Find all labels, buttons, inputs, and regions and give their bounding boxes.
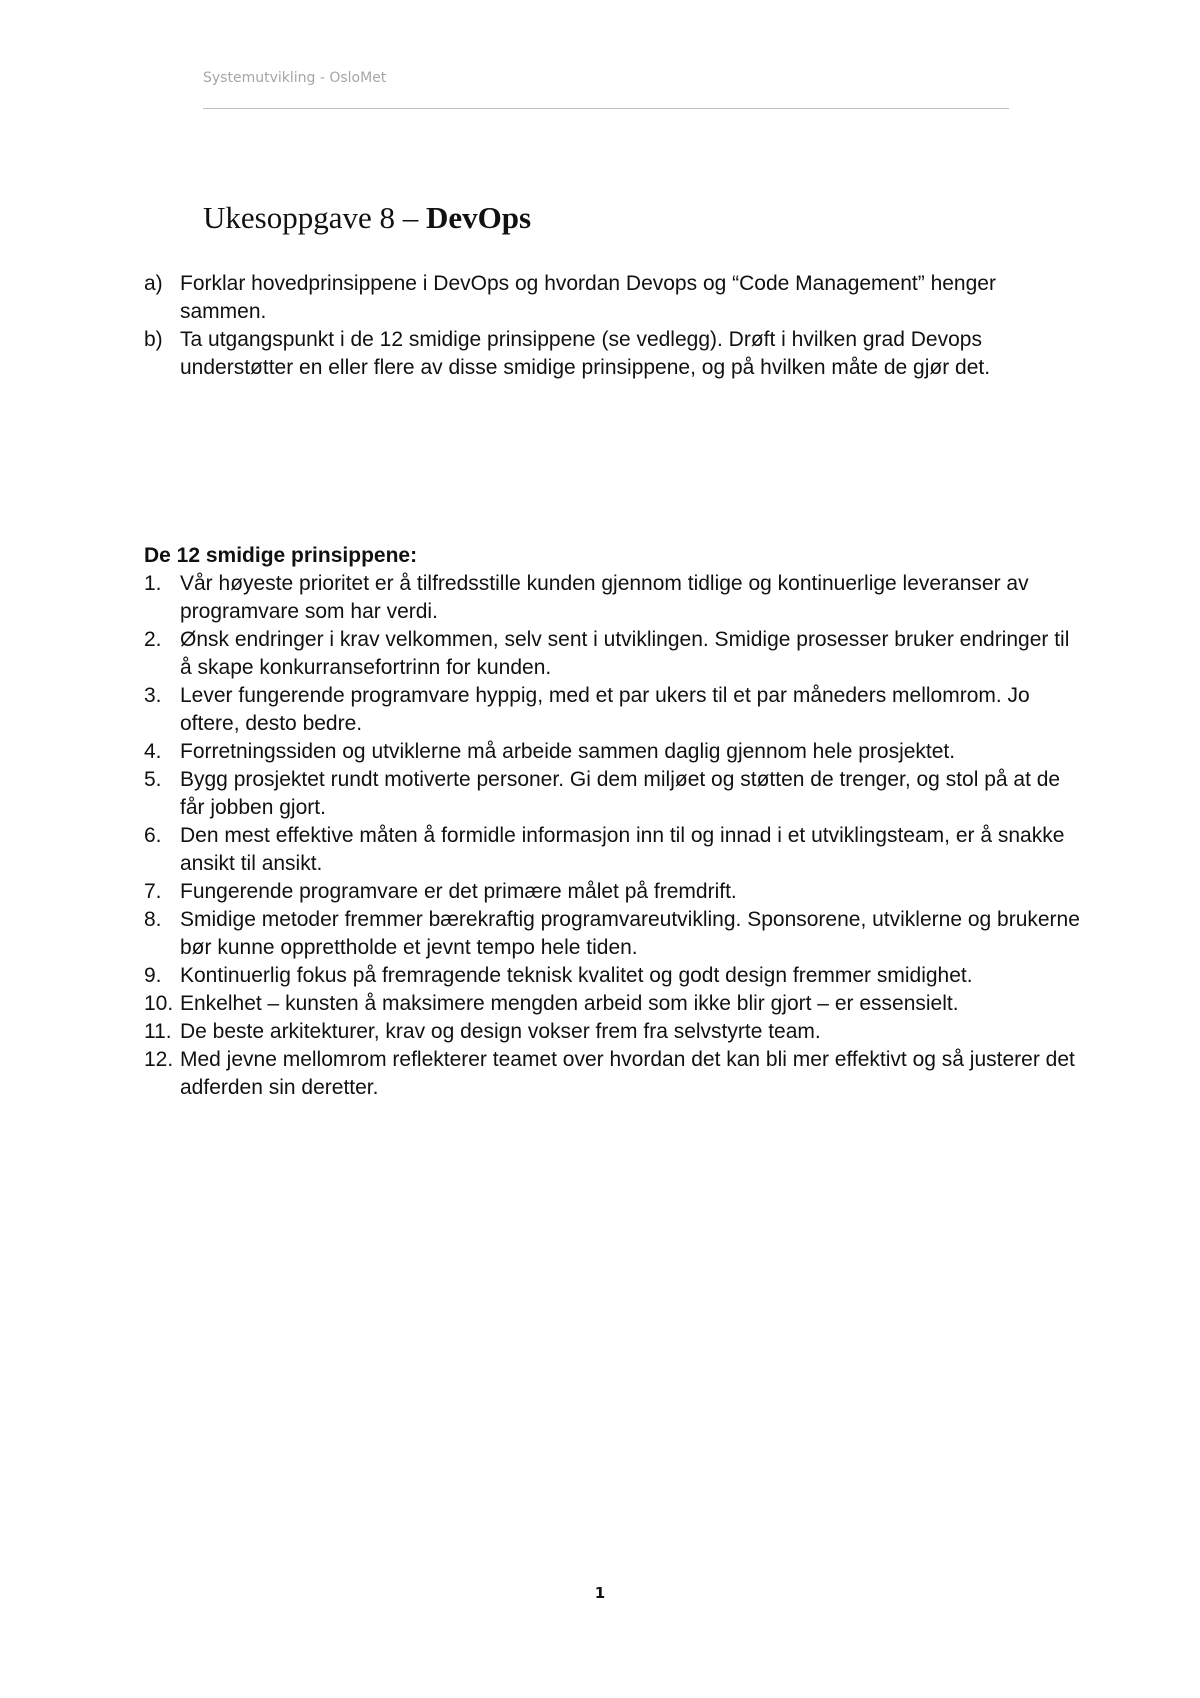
principle-item [144,570,1084,626]
principle-text: Den mest effektive måten å formidle informasjon inn til og innad i et utviklingsteam, er å snakke ansikt til ansikt. [180,824,1065,875]
page-number: 1 [594,1584,606,1602]
principle-text: Ønsk endringer i krav velkommen, selv sent i utviklingen. Smidige prosesser bruker endringer til å skape konkurransefortrinn for kunden. [180,628,1070,679]
principle-item [144,738,1084,766]
question-text: Ta utgangspunkt i de 12 smidige prinsippene (se vedlegg). Drøft i hvilken grad Devops understøtter en eller flere av disse smidige prinsippene, og på hvilken måte de gjør det. [180,328,991,379]
principles-heading: De 12 smidige prinsippene: [144,544,418,567]
principle-number: 1. [144,572,162,595]
principle-text: Forretningssiden og utviklerne må arbeide sammen daglig gjennom hele prosjektet. [180,740,956,763]
principle-text: Bygg prosjektet rundt motiverte personer. Gi dem miljøet og støtten de trenger, og stol på at de får jobben gjort. [180,768,1061,819]
principle-item [144,990,1084,1018]
title-topic: DevOps [425,200,532,235]
question-list [144,270,1064,382]
principle-number: 11. [144,1020,172,1043]
question-item [144,326,1064,382]
question-text: Forklar hovedprinsippene i DevOps og hvordan Devops og “Code Management” henger sammen. [180,272,996,323]
page-header: Systemutvikling - OsloMet [203,70,387,86]
principle-item [144,822,1084,878]
question-marker: b) [144,328,163,351]
principle-number: 10. [144,992,174,1015]
principle-item [144,962,1084,990]
principle-text: De beste arkitekturer, krav og design vokser frem fra selvstyrte team. [180,1020,821,1043]
principle-item [144,906,1084,962]
principle-number: 5. [144,768,162,791]
question-marker: a) [144,272,163,295]
principle-item [144,626,1084,682]
principles-list [144,570,1084,1102]
principle-text: Smidige metoder fremmer bærekraftig programvareutvikling. Sponsorene, utviklerne og brukerne bør kunne opprettholde et jevnt tempo hele tiden. [180,908,1080,959]
principle-text: Med jevne mellomrom reflekterer teamet over hvordan det kan bli mer effektivt og så justerer det adferden sin deretter. [180,1048,1075,1099]
principle-item [144,878,1084,906]
document-title [203,198,531,238]
question-item [144,270,1064,326]
principle-number: 9. [144,964,162,987]
principle-number: 3. [144,684,162,707]
principle-number: 6. [144,824,162,847]
principle-number: 8. [144,908,162,931]
principle-text: Fungerende programvare er det primære målet på fremdrift. [180,880,737,903]
principle-text: Enkelhet – kunsten å maksimere mengden arbeid som ikke blir gjort – er essensielt. [180,992,959,1015]
principle-item [144,1018,1084,1046]
principle-text: Kontinuerlig fokus på fremragende teknisk kvalitet og godt design fremmer smidighet. [180,964,973,987]
principle-item [144,766,1084,822]
title-prefix: Ukesoppgave 8 – [203,200,426,235]
principle-number: 2. [144,628,162,651]
principle-number: 4. [144,740,162,763]
principle-item [144,682,1084,738]
header-divider [203,108,1009,109]
principle-number: 7. [144,880,162,903]
principle-text: Vår høyeste prioritet er å tilfredsstille kunden gjennom tidlige og kontinuerlige leveranser av programvare som har verdi. [180,572,1029,623]
principle-item [144,1046,1084,1102]
principle-text: Lever fungerende programvare hyppig, med et par ukers til et par måneders mellomrom. Jo oftere, desto bedre. [180,684,1030,735]
principle-number: 12. [144,1048,174,1071]
